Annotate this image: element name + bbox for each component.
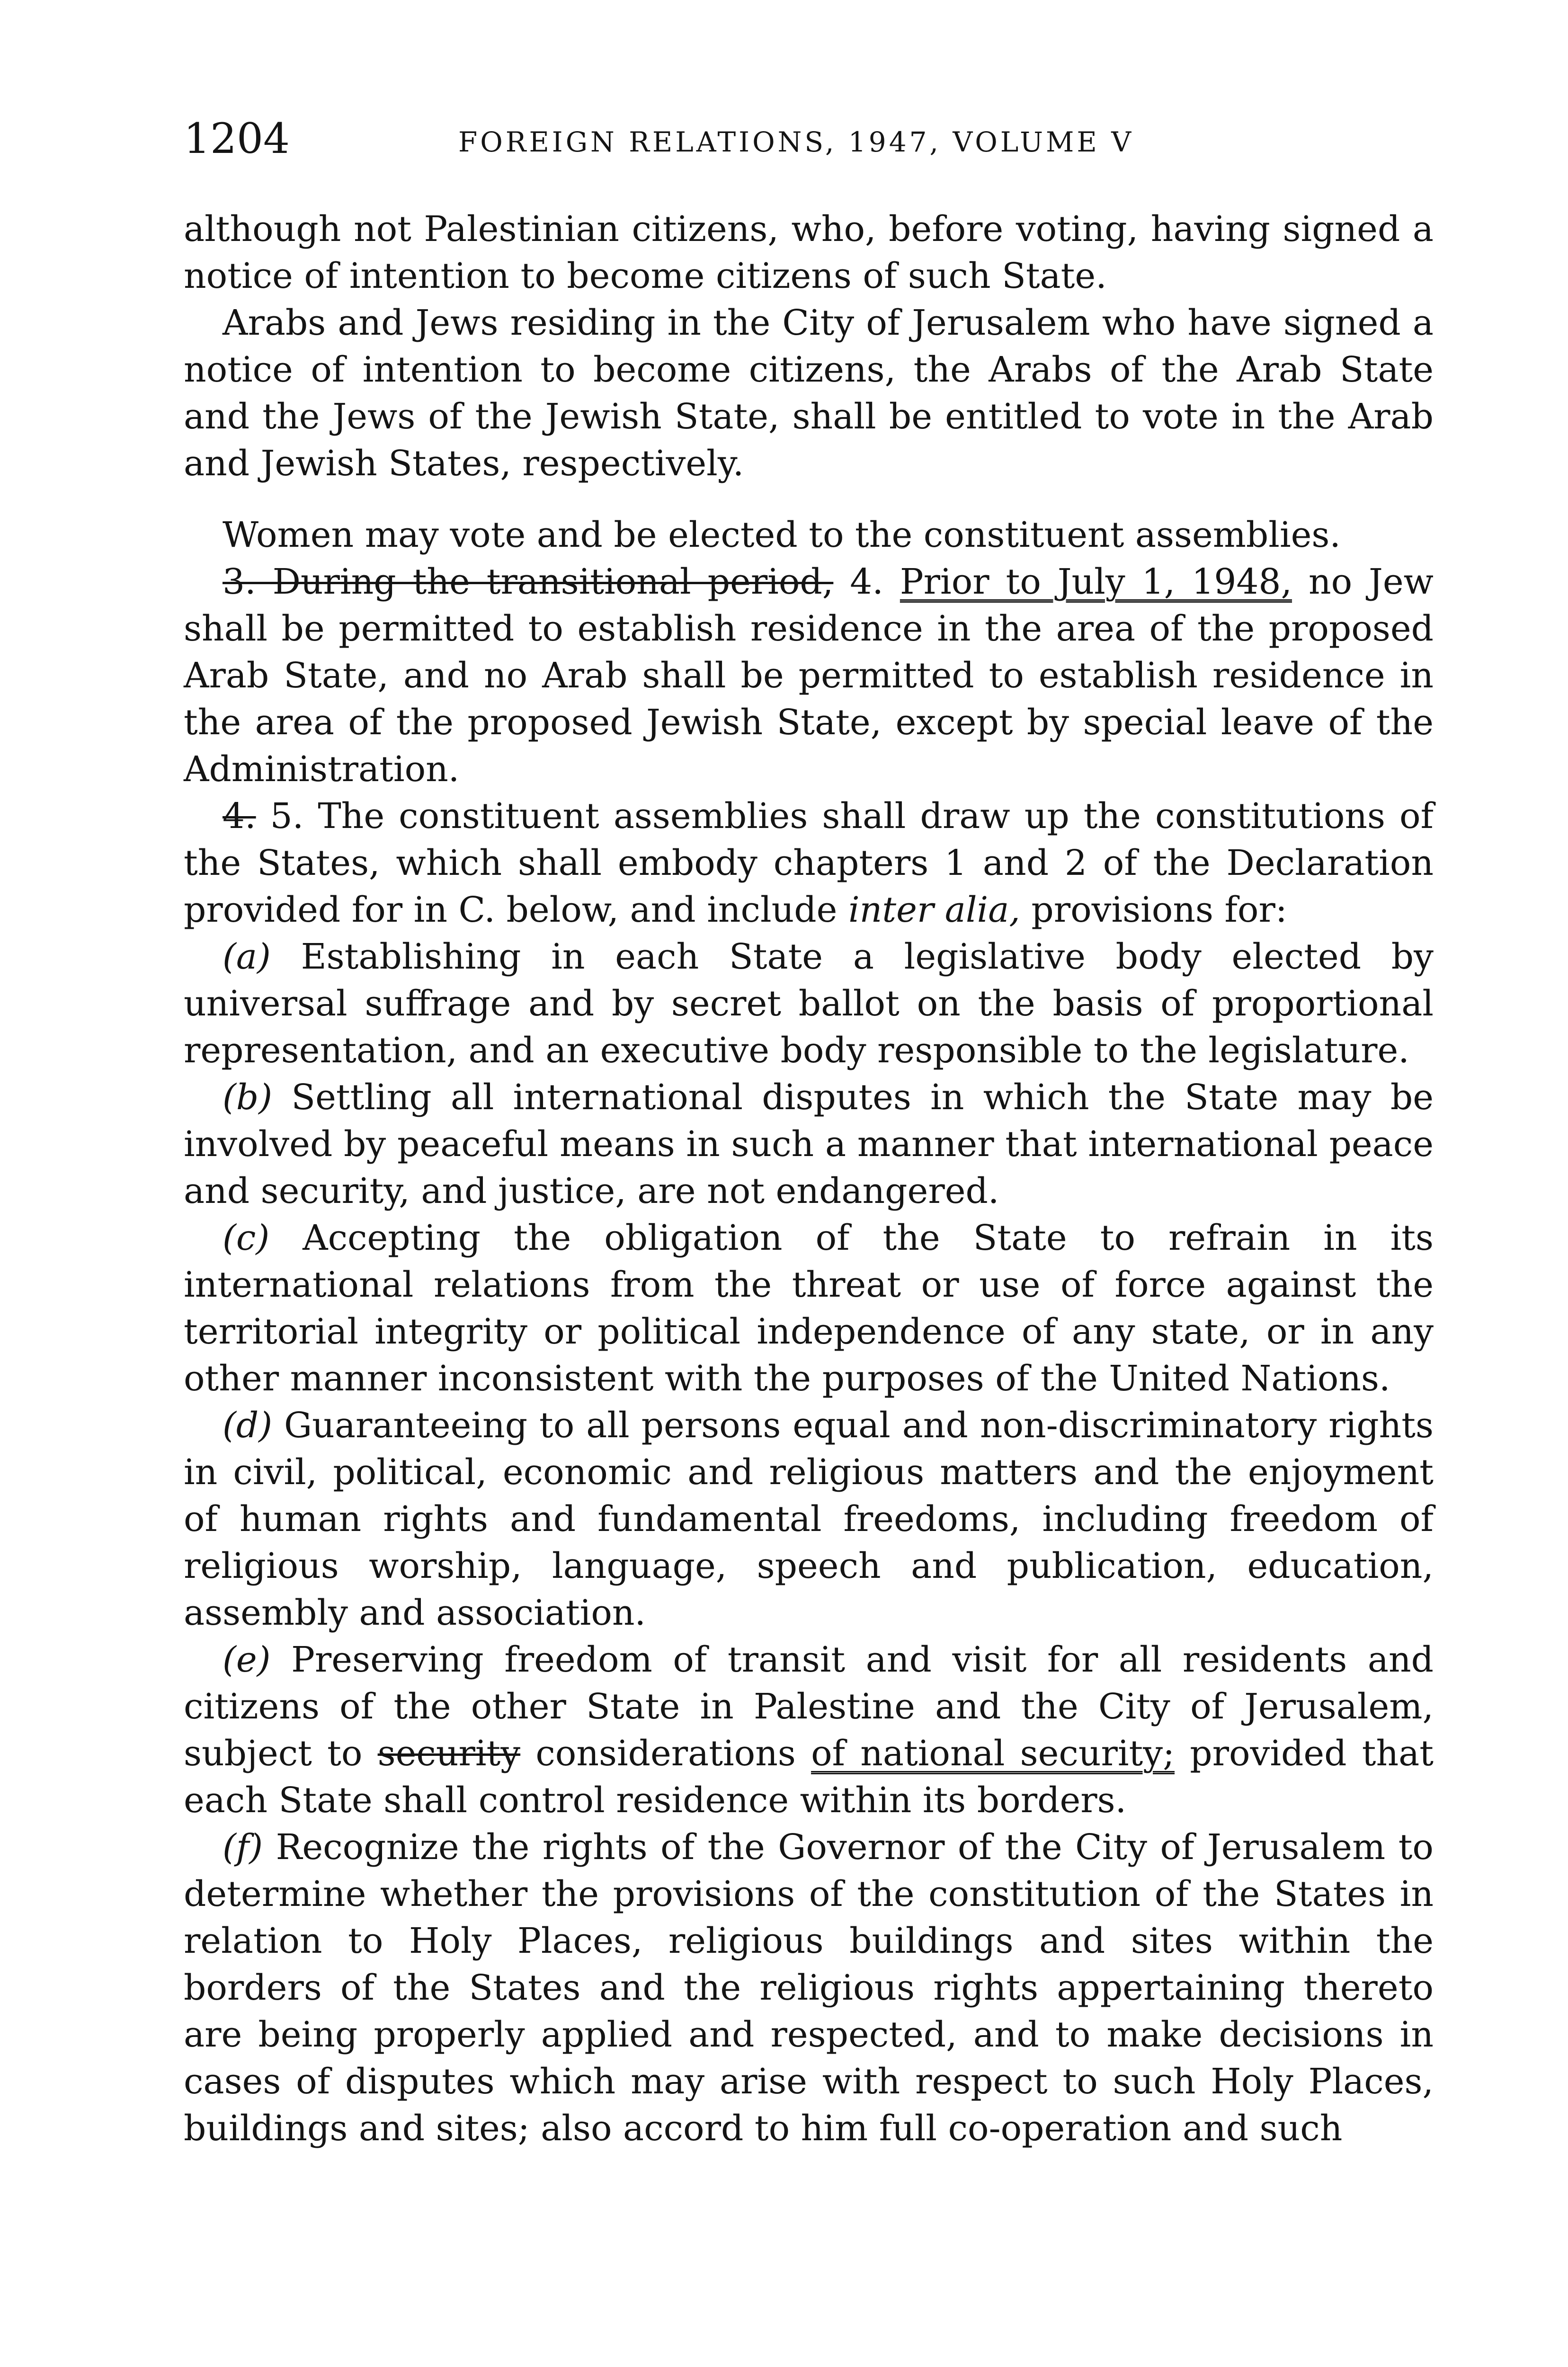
paragraph-women-vote: Women may vote and be elected to the constituent assemblies. — [223, 515, 1341, 555]
struck-text: 3. During the transitional period, — [223, 561, 834, 602]
item-e: (e) Preserving freedom of transit and visit for all residents and citizens of the other State in Palestine and the City of Jerusalem, subject to security considerations of national security; provided that each State shall control residence within its borders. — [184, 1639, 1434, 1821]
italic-phrase: inter alia, — [848, 890, 1020, 930]
page-header — [184, 113, 1434, 165]
running-title: FOREIGN RELATIONS, 1947, VOLUME V — [458, 126, 1134, 158]
page-number: 1204 — [184, 114, 290, 163]
inserted-text: of national security; — [811, 1733, 1175, 1774]
item-c: (c) Accepting the obligation of the State to refrain in its international relations from the threat or use of force against the territorial integrity or political independence of any state, or in any other manner inconsistent with the purposes of the United Nations. — [184, 1218, 1434, 1399]
item-a: (a) Establishing in each State a legislative body elected by universal suffrage and by secret ballot on the basis of proportional representation, and an executive body responsible to the legislature. — [184, 936, 1434, 1071]
paragraph-number: 5. — [270, 796, 304, 836]
paragraph-5-constitutions: 4. 5. The constituent assemblies shall draw up the constitutions of the States, which shall embody chapters 1 and 2 of the Declaration provided for in C. below, and include inter alia, provisions for: — [184, 796, 1434, 930]
paragraph-continuation: although not Palestinian citizens, who, before voting, having signed a notice of intention to become citizens of such State. — [184, 209, 1434, 296]
item-f: (f) Recognize the rights of the Governor of the City of Jerusalem to determine whether the provisions of the constitution of the States in relation to Holy Places, religious buildings and sites within the borders of the States and the religious rights appertaining thereto are being properly applied and respected, and to make decisions in cases of disputes which may arise with respect to such Holy Places, buildings and sites; also accord to him full co-operation and such — [184, 1827, 1434, 2149]
paragraph-jerusalem-voters: Arabs and Jews residing in the City of Jerusalem who have signed a notice of intention to become citizens, the Arabs of the Arab State and the Jews of the Jewish State, shall be entitled to vote in the Arab and Jewish States, respectively. — [184, 303, 1434, 484]
paragraph-number: 4. — [850, 561, 883, 602]
body-text — [184, 206, 1434, 2152]
paragraph-4-residence: 3. During the transitional period, 4. Prior to July 1, 1948, no Jew shall be permitted to establish residence in the area of the proposed Arab State, and no Arab shall be permitted to establish residence in the area of the proposed Jewish State, except by special leave of the Administration. — [184, 561, 1434, 790]
struck-text: security — [377, 1733, 521, 1774]
item-b: (b) Settling all international disputes in which the State may be involved by peaceful means in such a manner that international peace and security, and justice, are not endangered. — [184, 1077, 1434, 1211]
inserted-text: Prior to July 1, 1948, — [900, 561, 1292, 602]
struck-number: 4. — [223, 796, 256, 836]
item-d: (d) Guaranteeing to all persons equal and non-discriminatory rights in civil, political, economic and religious matters and the enjoyment of human rights and fundamental freedoms, including freedom of religious worship, language, speech and publication, education, assembly and association. — [184, 1405, 1434, 1633]
